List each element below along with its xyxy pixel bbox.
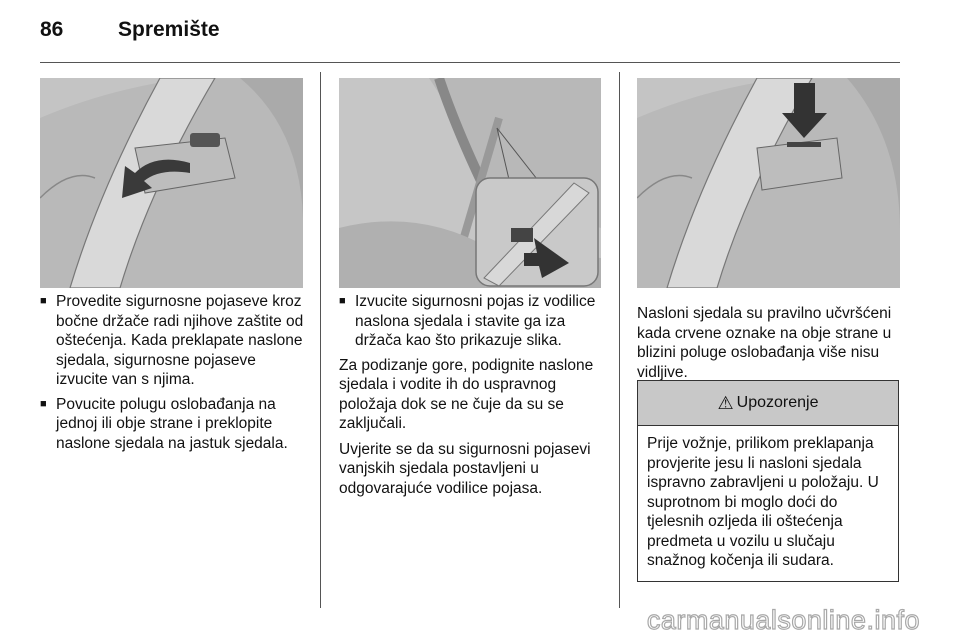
bullet-square-icon: ■ <box>40 397 47 410</box>
illustration-seat-guide <box>339 78 601 288</box>
bullet-square-icon: ■ <box>339 295 346 307</box>
bullet-square-icon: ■ <box>40 295 47 307</box>
list-item: ■ Provedite sigurnosne pojaseve kroz bočne držače radi njihove zaštite od oštećenja. Kada preklapate naslone sjedala, sigurnosne pojaseve izvucite van s njima. <box>40 293 304 388</box>
warning-box <box>637 380 899 582</box>
watermark: carmanualsonline.info <box>646 605 920 635</box>
list-item: ■ Povucite polugu oslobađanja na jednoj ili obje strane i preklopite naslone sjedala na jastuk sjedala. <box>40 395 288 452</box>
paragraph: Za podizanje gore, podignite naslone sjedala i vodite ih do uspravnog položaja dok se ne čuje da su se zaključali. <box>339 356 594 432</box>
column-3-text <box>637 304 903 388</box>
column-divider-2 <box>619 72 620 608</box>
paragraph: Nasloni sjedala su pravilno učvršćeni kada crvene oznake na obje strane u blizini poluge oslobađanja više nisu vidljive. <box>637 305 892 381</box>
column-divider-1 <box>320 72 321 608</box>
list-item: ■ Izvucite sigurnosni pojas iz vodilice naslona sjedala i stavite ga iza držača kao što prikazuje slika. <box>339 293 596 349</box>
column-1-text <box>40 292 308 458</box>
illustration-belt-guide <box>40 78 303 288</box>
column-2-text <box>339 292 604 504</box>
illustration-red-marks <box>637 78 900 288</box>
header-divider <box>40 62 900 63</box>
page-title: Spremište <box>118 18 220 41</box>
warning-body: Prije vožnje, prilikom preklapanja provjerite jesu li nasloni sjedala ispravno zabravljeni u položaju. U suprotnom bi moglo doći do tjelesnih ozljeda ili oštećenja predmeta u vozilu u slučaju snažnog kočenja ili sudara. <box>647 435 879 569</box>
page-number: 86 <box>40 18 64 41</box>
warning-triangle-icon: ⚠ <box>717 392 734 413</box>
warning-title: Upozorenje <box>736 394 819 411</box>
paragraph: Uvjerite se da su sigurnosni pojasevi vanjskih sjedala postavljeni u odgovarajuće vodilice pojasa. <box>339 440 591 497</box>
warning-header <box>638 381 898 426</box>
